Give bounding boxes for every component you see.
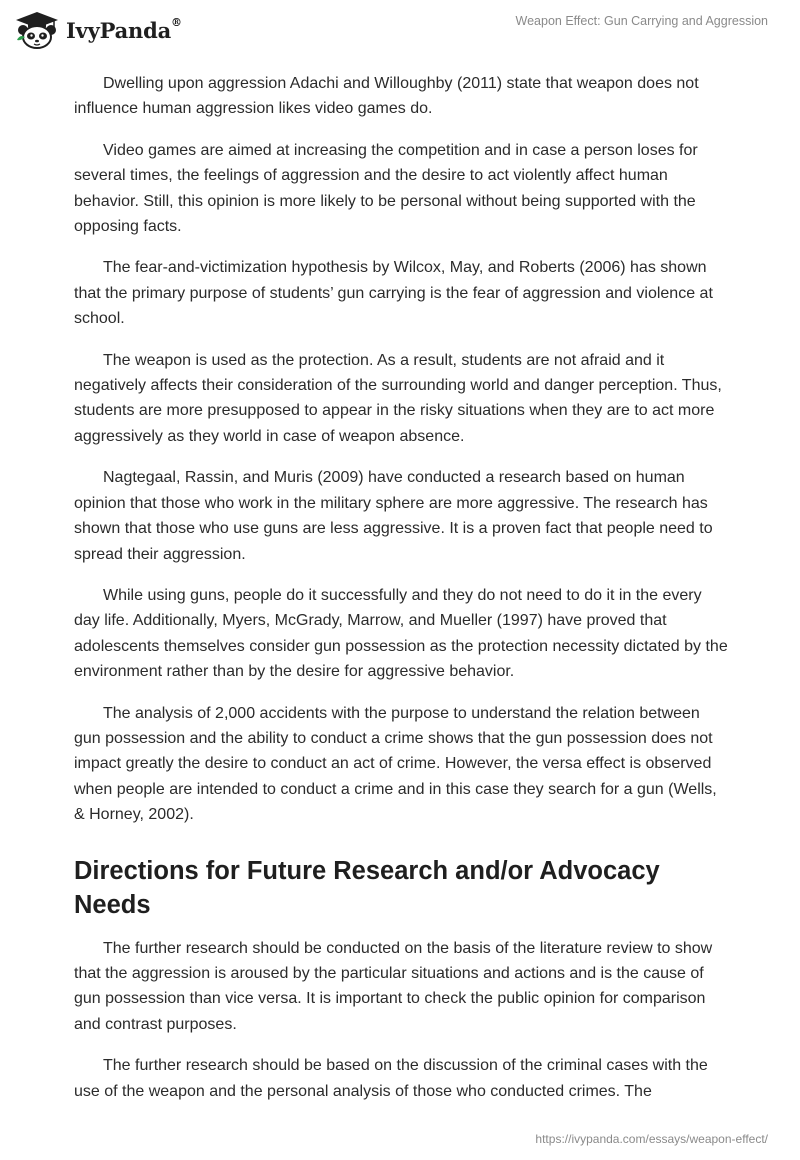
essay-content: [74, 71, 730, 1120]
paragraph: While using guns, people do it successfully and they do not need to do it in the every day life. Additionally, Myers, McGrady, Marrow, and Mueller (1997) have proved that adolescents themselves consider gun possession as the protection necessity dictated by the environment rather than by the desire for aggressive behavior.: [74, 586, 728, 681]
page-header: [0, 0, 800, 62]
section-heading: Directions for Future Research and/or Advocacy Needs: [74, 856, 660, 919]
panda-graduation-cap-icon: [14, 10, 60, 50]
brand-logo[interactable]: [14, 10, 182, 50]
document-title: Weapon Effect: Gun Carrying and Aggression: [515, 14, 768, 28]
paragraph: The fear-and-victimization hypothesis by Wilcox, May, and Roberts (2006) has shown that the primary purpose of students’ gun carrying is the fear of aggression and violence at school.: [74, 259, 713, 328]
paragraph: The further research should be conducted on the basis of the literature review to show that the aggression is aroused by the particular situations and actions and is the cause of gun possession than vice versa. It is important to check the public opinion for comparison and contrast purposes.: [74, 939, 713, 1033]
brand-name: IvyPanda®: [66, 15, 182, 43]
paragraph: The further research should be based on the discussion of the criminal cases with the use of the weapon and the personal analysis of those who conducted crimes. The: [74, 1057, 708, 1100]
paragraph: Nagtegaal, Rassin, and Muris (2009) have conducted a research based on human opinion that those who work in the military sphere are more aggressive. The research has shown that those who use guns are less aggressive. It is a proven fact that people need to spread their aggression.: [74, 469, 713, 563]
paragraph: The analysis of 2,000 accidents with the purpose to understand the relation between gun possession and the ability to conduct a crime shows that the gun possession does not impact greatly the desire to conduct an act of crime. However, the versa effect is observed when people are intended to conduct a crime and in this case they search for a gun (Wells, & Horney, 2002).: [74, 704, 717, 824]
paragraph: Dwelling upon aggression Adachi and Willoughby (2011) state that weapon does not influence human aggression likes video games do.: [74, 75, 699, 118]
registered-mark: ®: [171, 15, 182, 29]
source-url[interactable]: https://ivypanda.com/essays/weapon-effect/: [535, 1132, 768, 1146]
paragraph: The weapon is used as the protection. As a result, students are not afraid and it negatively affects their consideration of the surrounding world and danger perception. Thus, students are more presupposed to appear in the risky situations when they are to act more aggressively as they world in case of weapon absence.: [74, 351, 722, 445]
paragraph: Video games are aimed at increasing the competition and in case a person loses for several times, the feelings of aggression and the desire to act violently affect human behavior. Still, this opinion is more likely to be personal without being supported with the opposing facts.: [74, 141, 698, 236]
